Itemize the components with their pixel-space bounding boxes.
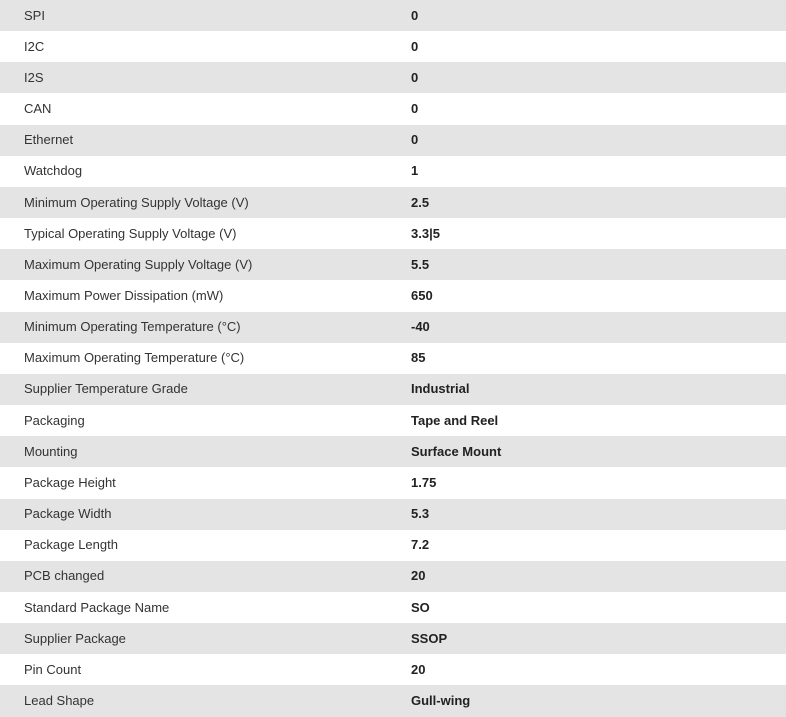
spec-label: Minimum Operating Temperature (°C) [24, 319, 241, 335]
spec-label: Supplier Temperature Grade [24, 381, 188, 397]
spec-label: PCB changed [24, 568, 105, 584]
table-row [0, 405, 786, 436]
table-row [0, 436, 786, 467]
table-row [0, 218, 786, 249]
spec-value: 5.3 [411, 506, 430, 522]
spec-value: Industrial [411, 381, 470, 397]
table-row [0, 156, 786, 187]
table-row [0, 62, 786, 93]
table-row [0, 312, 786, 343]
spec-value: SO [411, 599, 430, 615]
spec-value: 85 [411, 350, 426, 366]
spec-label: Watchdog [24, 163, 83, 179]
spec-label: Standard Package Name [24, 599, 170, 615]
spec-value: 2.5 [411, 194, 430, 210]
table-row [0, 561, 786, 592]
spec-label: Supplier Package [24, 630, 126, 646]
spec-label: I2S [24, 69, 44, 85]
spec-value: -40 [411, 319, 430, 335]
spec-label: Maximum Operating Supply Voltage (V) [24, 256, 253, 272]
spec-label: Lead Shape [24, 693, 95, 709]
table-row [0, 499, 786, 530]
spec-value: Surface Mount [411, 443, 502, 459]
spec-label: Maximum Operating Temperature (°C) [24, 350, 245, 366]
table-row [0, 623, 786, 654]
spec-value: 20 [411, 661, 426, 677]
spec-value: 5.5 [411, 256, 430, 272]
table-row [0, 592, 786, 623]
spec-value: 0 [411, 38, 419, 54]
spec-label: Mounting [24, 443, 78, 459]
spec-value: 650 [411, 287, 433, 303]
table-row [0, 280, 786, 311]
table-row [0, 374, 786, 405]
spec-value: 1.75 [411, 474, 437, 490]
table-row [0, 467, 786, 498]
spec-label: Minimum Operating Supply Voltage (V) [24, 194, 249, 210]
spec-value: 0 [411, 101, 419, 117]
spec-value: 0 [411, 132, 419, 148]
spec-value: 0 [411, 69, 419, 85]
spec-label: Ethernet [24, 132, 74, 148]
spec-label: CAN [24, 101, 52, 117]
spec-value: Tape and Reel [411, 412, 499, 428]
spec-value: 20 [411, 568, 426, 584]
spec-label: Package Width [24, 506, 112, 522]
table-row [0, 93, 786, 124]
spec-value: 0 [411, 7, 419, 23]
spec-label: Typical Operating Supply Voltage (V) [24, 225, 237, 241]
table-row [0, 0, 786, 31]
table-row [0, 125, 786, 156]
spec-label: Maximum Power Dissipation (mW) [24, 287, 224, 303]
spec-label: Packaging [24, 412, 85, 428]
spec-label: Package Length [24, 537, 118, 553]
table-row [0, 249, 786, 280]
spec-value: 7.2 [411, 537, 430, 553]
spec-label: I2C [24, 38, 45, 54]
spec-label: Pin Count [24, 661, 82, 677]
spec-value: Gull-wing [411, 693, 471, 709]
table-row [0, 654, 786, 685]
table-row [0, 187, 786, 218]
table-row [0, 530, 786, 561]
spec-value: SSOP [411, 630, 448, 646]
spec-value: 3.3|5 [411, 225, 440, 241]
spec-label: SPI [24, 7, 45, 23]
table-row [0, 685, 786, 716]
table-row [0, 343, 786, 374]
spec-label: Package Height [24, 474, 116, 490]
spec-value: 1 [411, 163, 419, 179]
table-row [0, 31, 786, 62]
